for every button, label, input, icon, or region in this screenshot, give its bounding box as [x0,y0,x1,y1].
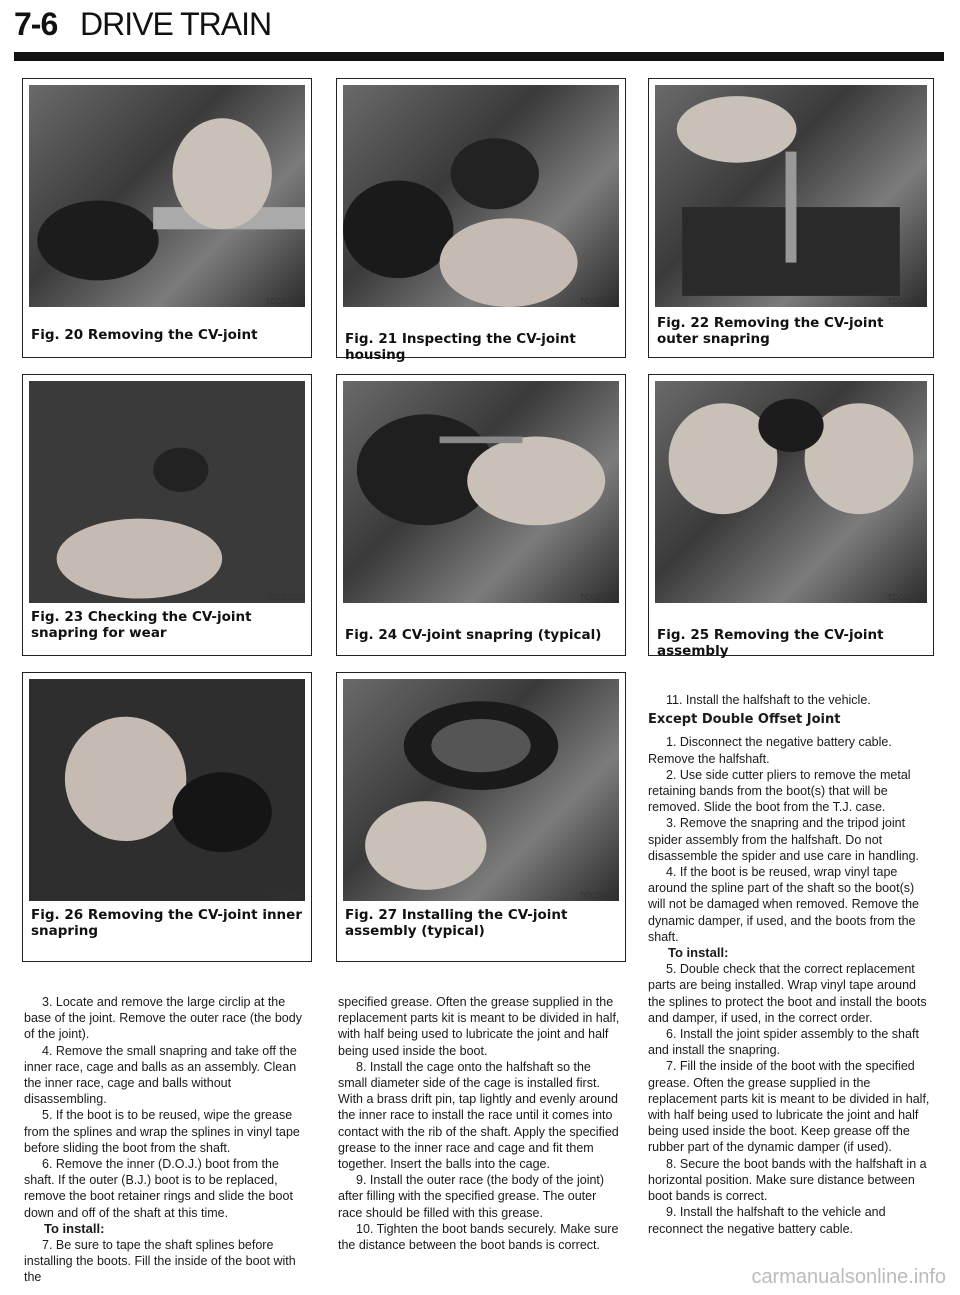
figure-22-caption: Fig. 22 Removing the CV-joint outer snapring [657,315,884,347]
step-3: 3. Locate and remove the large circlip at the base of the joint. Remove the outer race (the body of the joint). [24,995,302,1042]
figure-21-code: TCCS7037 [579,297,619,306]
header-rule [14,52,944,61]
step-7-continued: specified grease. Often the grease supplied in the replacement parts kit is meant to be divided in half, with half being used to lubricate the joint and half being used inside the boot. [338,995,620,1058]
step-10: 10. Tighten the boot bands securely. Make sure the distance between the boot bands is correct. [338,1221,619,1253]
figure-27-caption: Fig. 27 Installing the CV-joint assembly (typical) [345,907,568,939]
step-7: 7. Be sure to tape the shaft splines before installing the boots. Fill the inside of the boot with the [24,1238,296,1285]
to-install-heading: To install: [44,1220,105,1236]
figure-26-caption: Fig. 26 Removing the CV-joint inner snapring [31,907,302,939]
step-8: 8. Secure the boot bands with the halfshaft in a horizontal position. Make sure distance between boot bands is correct. [648,1156,927,1204]
section-heading-except-doj: Except Double Offset Joint [648,712,841,728]
watermark: carmanualsonline.info [751,1266,946,1288]
step-9: 9. Install the halfshaft to the vehicle and reconnect the negative battery cable. [648,1205,886,1236]
figure-20 [22,78,312,358]
figure-22-photo [655,85,927,307]
step-1: 1. Disconnect the negative battery cable. Remove the halfshaft. [648,735,892,766]
figure-24-photo [343,381,619,603]
step-11: 11. Install the halfshaft to the vehicle. [666,693,871,707]
step-9: 9. Install the outer race (the body of the joint) after filling with the specified grease. The outer race should be filled with this grease. [338,1173,605,1220]
step-5: 5. Double check that the correct replacement parts are being installed. Wrap vinyl tape around the splines to protect the boot and install the boots and damper, if used, in the correct order. [648,962,927,1025]
section-title: DRIVE TRAIN [80,6,272,42]
figure-20-code: TCCS7036 [265,297,305,306]
step-4: 4. Remove the small snapring and take off the inner race, cage and balls as an assembly. Clean the inner race, cage and balls without disassembling. [24,1043,297,1107]
figure-25-caption: Fig. 25 Removing the CV-joint assembly [657,627,884,659]
figure-25-code: TCCS7041 [887,593,927,602]
page-number: 7-6 [14,6,58,42]
text-left-column [24,994,308,1286]
page-header [14,0,944,46]
figure-26-code: TCCS7042 [265,891,305,900]
figure-20-photo [29,85,305,307]
figure-22 [648,78,934,358]
figure-21-photo [343,85,619,307]
figure-24-caption: Fig. 24 CV-joint snapring (typical) [345,627,602,643]
step-7: 7. Fill the inside of the boot with the specified grease. Often the grease supplied in the replacement parts kit is meant to be divided in half, with half being used to lubricate the joint and half being used inside the boot. Keep grease off the rubber part of the dynamic damper (if used). [648,1059,930,1155]
figure-27 [336,672,626,962]
figure-21-caption: Fig. 21 Inspecting the CV-joint housing [345,331,576,363]
figure-21 [336,78,626,363]
step-6: 6. Install the joint spider assembly to the shaft and install the snapring. [648,1027,919,1058]
step-4: 4. If the boot is be reused, wrap vinyl tape around the spline part of the shaft so the boot(s) will not be damaged when removed. Remove the dynamic damper, if used, and the boots from the shaft. [648,865,919,944]
figure-27-photo [343,679,619,901]
step-2: 2. Use side cutter pliers to remove the metal retaining bands from the boot(s) that will be removed. Slide the boot from the T.J. case. [648,767,911,815]
figure-26 [22,672,312,962]
figure-23-caption: Fig. 23 Checking the CV-joint snapring for wear [31,609,252,641]
step-3: 3. Remove the snapring and the tripod joint spider assembly from the halfshaft. Do not disassemble the spider and use care in handling. [648,816,920,863]
figure-22-code: TCCS7038 [887,297,927,306]
step-6: 6. Remove the inner (D.O.J.) boot from the shaft. If the outer (B.J.) boot is to be replaced, remove the boot retainer rings and slide the boot down and off of the shaft at this time. [24,1157,293,1220]
figure-25-photo [655,381,927,603]
step-5: 5. If the boot is to be reused, wipe the grease from the splines and wrap the splines in vinyl tape before sliding the boot from the shaft. [24,1108,300,1155]
figure-23-code: TCCS7039 [265,593,305,602]
figure-25 [648,374,934,659]
step-8: 8. Install the cage onto the halfshaft so the small diameter side of the cage is installed first. With a brass drift pin, tap lightly and evenly around the inner race to install the race until it comes into contact with the rib of the shaft. Apply the specified grease to the inner race and cage and fit them together. Insert the balls into the cage. [338,1059,619,1172]
text-right-column [648,692,930,1237]
figure-24 [336,374,626,656]
to-install-heading: To install: [668,945,729,961]
text-middle-column [338,994,622,1253]
figure-26-photo [29,679,305,901]
figure-23 [22,374,312,656]
figure-27-code: TCCS7043 [579,891,619,900]
figure-24-code: TCCS7040 [579,593,619,602]
figure-23-photo [29,381,305,603]
figure-20-caption: Fig. 20 Removing the CV-joint [31,327,258,343]
